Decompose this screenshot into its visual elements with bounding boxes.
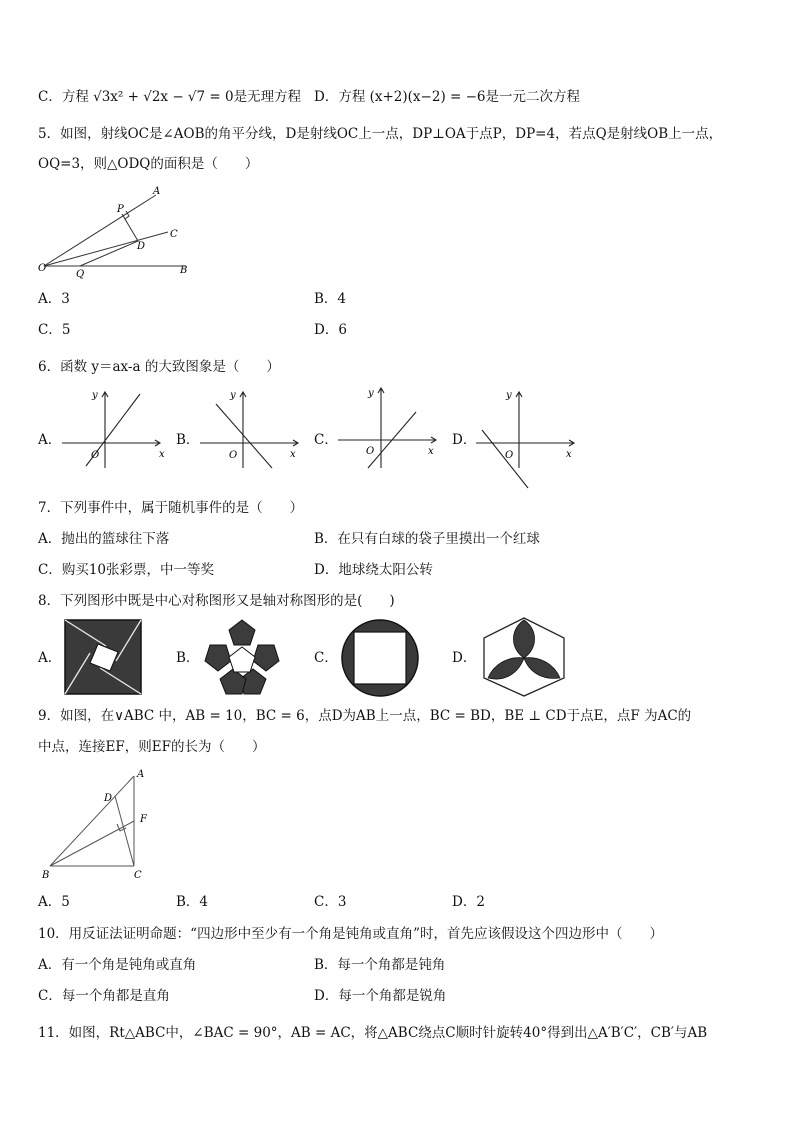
q6c-origin-label: O <box>366 446 375 457</box>
q9-label-b: B <box>42 870 50 881</box>
q9-stem-line2: 中点，连接EF，则EF的长为（ ） <box>38 739 266 755</box>
q9-label-d: D <box>104 793 113 804</box>
q7-stem: 7．下列事件中，属于随机事件的是（ ） <box>38 500 304 516</box>
q9-figure <box>40 766 170 882</box>
q6-option-a-label: A． <box>38 432 62 448</box>
q5-option-a: A．3 <box>38 291 70 307</box>
q6d-y-label: y <box>506 390 512 401</box>
q9-option-b: B．4 <box>176 894 209 910</box>
q5-option-b: B．4 <box>314 291 347 307</box>
q10-option-a: A．有一个角是钝角或直角 <box>38 957 197 973</box>
q6c-x-label: x <box>428 446 434 457</box>
q6-graph-c <box>336 382 444 470</box>
q5-figure <box>36 186 206 282</box>
q7-option-b: B．在只有白球的袋子里摸出一个红球 <box>314 531 540 547</box>
q5-label-p: P <box>117 204 124 215</box>
q9-option-d: D．2 <box>452 894 485 910</box>
q8-figure-a <box>64 619 142 695</box>
q6d-x-label: x <box>566 449 572 460</box>
q5-stem-line2: OQ=3，则△ODQ的面积是（ ） <box>38 156 259 172</box>
q8-figure-b <box>200 617 284 697</box>
q5-label-o: O <box>38 263 47 274</box>
q6c-y-label: y <box>368 388 374 399</box>
q6-option-b-label: B． <box>176 432 200 448</box>
q5-label-b: B <box>180 265 188 276</box>
q8-stem: 8．下列图形中既是中心对称图形又是轴对称图形的是( ) <box>38 593 395 609</box>
q8-option-d-label: D． <box>452 650 477 666</box>
q6b-y-label: y <box>230 390 236 401</box>
q6b-origin-label: O <box>229 450 238 461</box>
q6a-y-label: y <box>92 390 98 401</box>
q6-graph-a <box>60 386 168 470</box>
q5-stem-line1: 5．如图，射线OC是∠AOB的角平分线，D是射线OC上一点，DP⊥OA于点P，DP=4，若点Q是射线OB上一点， <box>38 126 723 142</box>
q4-option-d: D．方程 (x+2)(x−2) = −6是一元二次方程 <box>314 89 581 105</box>
q5-label-c: C <box>170 229 178 240</box>
q7-option-c: C．购买10张彩票，中一等奖 <box>38 562 215 578</box>
q10-option-b: B．每一个角都是钝角 <box>314 957 446 973</box>
q9-label-a: A <box>137 769 145 780</box>
q7-option-a: A．抛出的篮球往下落 <box>38 531 170 547</box>
q6a-origin-label: O <box>91 450 100 461</box>
q11-stem: 11．如图，Rt△ABC中，∠BAC = 90°，AB = AC，将△ABC绕点C顺时针旋转40°得到出△A′B′C′，CB′与AB <box>38 1025 708 1041</box>
q8-option-c-label: C． <box>314 650 338 666</box>
q4-option-c: C．方程 √3x² + √2x − √7 = 0是无理方程 <box>38 89 302 105</box>
q5-label-q: Q <box>76 269 85 280</box>
q6-stem: 6．函数 y＝ax-a 的大致图象是（ ） <box>38 359 280 375</box>
q9-option-c: C．3 <box>314 894 347 910</box>
q9-option-a: A．5 <box>38 894 70 910</box>
q10-option-d: D．每一个角都是锐角 <box>314 988 447 1004</box>
q5-option-c: C．5 <box>38 322 71 338</box>
q10-stem: 10．用反证法证明命题：“四边形中至少有一个角是钝角或直角”时，首先应该假设这个四边形中（ ） <box>38 926 663 942</box>
q9-label-c: C <box>134 870 142 881</box>
q6d-origin-label: O <box>505 450 514 461</box>
q8-figure-d <box>480 616 568 698</box>
q7-option-d: D．地球绕太阳公转 <box>314 562 433 578</box>
q6-option-c-label: C． <box>314 432 338 448</box>
q9-stem-line1: 9．如图，在∨ABC 中，AB = 10，BC = 6，点D为AB上一点，BC = BD，BE ⊥ CD于点E，点F 为AC的 <box>38 708 692 724</box>
q6-graph-d <box>474 386 582 490</box>
q6b-x-label: x <box>290 449 296 460</box>
q5-label-d: D <box>137 241 146 252</box>
q8-option-b-label: B． <box>176 650 200 666</box>
q5-option-d: D．6 <box>314 322 347 338</box>
q5-label-a: A <box>153 186 161 197</box>
q8-figure-c <box>340 618 420 698</box>
q10-option-c: C．每一个角都是直角 <box>38 988 170 1004</box>
q9-label-f: F <box>140 814 147 825</box>
q8-option-a-label: A． <box>38 650 62 666</box>
q6-graph-b <box>198 386 306 470</box>
q6a-x-label: x <box>159 449 165 460</box>
q6-option-d-label: D． <box>452 432 477 448</box>
